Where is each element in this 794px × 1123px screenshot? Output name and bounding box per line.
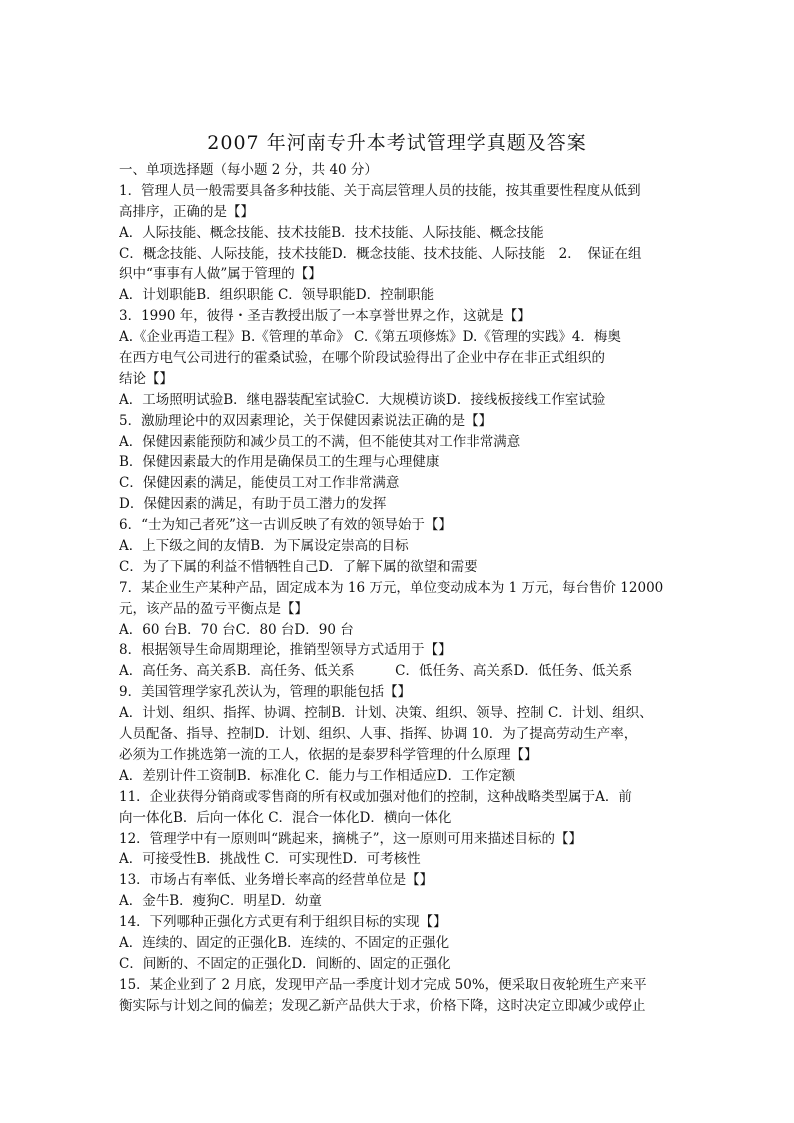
text-line: 8．根据领导生命周期理论，推销型领导方式适用于【】 bbox=[119, 642, 452, 659]
text-line: 元，该产品的盈亏平衡点是【】 bbox=[119, 600, 308, 617]
text-line: 一、单项选择题（每小题 2 分，共 40 分） bbox=[119, 162, 378, 178]
text-line: A．工场照明试验B．继电器装配室试验C．大规模访谈D．接线板接线工作室试验 bbox=[119, 391, 606, 408]
text-line: 7．某企业生产某种产品，固定成本为 16 万元，单位变动成本为 1 万元，每台售价 12000 bbox=[119, 579, 664, 596]
text-line: 6．“士为知己者死”这一古训反映了有效的领导始于【】 bbox=[119, 517, 452, 534]
text-line: 衡实际与计划之间的偏差；发现乙新产品供大于求，价格下降，这时决定立即减少或停止 bbox=[119, 997, 646, 1014]
text-line: A．差别计件工资制B．标准化 C．能力与工作相适应D．工作定额 bbox=[119, 767, 516, 784]
text-line: C．概念技能、人际技能，技术技能D．概念技能、技术技能、人际技能 2． 保证在组 bbox=[119, 245, 642, 262]
text-line: C．为了下属的利益不惜牺牲自己D．了解下属的欲望和需要 bbox=[119, 558, 478, 575]
text-line: 高排序，正确的是【】 bbox=[119, 203, 254, 220]
text-line: B．保健因素最大的作用是确保员工的生理与心理健康 bbox=[119, 454, 440, 471]
text-line: D．保健因素的满足，有助于员工潜力的发挥 bbox=[119, 496, 387, 513]
text-line: 15．某企业到了 2 月底，发现甲产品一季度计划才完成 50%，便采取日夜轮班生产来平 bbox=[119, 976, 647, 993]
text-line: A．上下级之间的友情B．为下属设定崇高的目标 bbox=[119, 538, 409, 555]
text-line: A．计划职能B．组织职能 C．领导职能D．控制职能 bbox=[119, 287, 435, 304]
text-line: 13．市场占有率低、业务增长率高的经营单位是【】 bbox=[119, 872, 434, 889]
text-line: C．间断的、不固定的正强化D．间断的、固定的正强化 bbox=[119, 955, 451, 972]
text-line: 12．管理学中有一原则叫“跳起来，摘桃子”，这一原则可用来描述目标的【】 bbox=[119, 830, 582, 847]
text-line: 9．美国管理学家孔茨认为，管理的职能包括【】 bbox=[119, 684, 412, 701]
text-line: 人员配备、指导、控制D．计划、组织、人事、指挥、协调 10．为了提高劳动生产率， bbox=[119, 726, 638, 743]
text-line: 5．激励理论中的双因素理论，关于保健因素说法正确的是【】 bbox=[119, 412, 493, 429]
text-line: 1．管理人员一般需要具备多种技能、关于高层管理人员的技能，按其重要性程度从低到 bbox=[119, 182, 641, 199]
text-line: A．60 台B．70 台C．80 台D．90 台 bbox=[119, 621, 354, 638]
text-line: A．连续的、固定的正强化B．连续的、不固定的正强化 bbox=[119, 934, 450, 951]
text-line: 3．1990 年，彼得・圣吉教授出版了一本享誉世界之作，这就是【】 bbox=[119, 308, 531, 325]
text-line: C．保健因素的满足，能使员工对工作非常满意 bbox=[119, 475, 400, 492]
text-line: 织中“事事有人做”属于管理的【】 bbox=[119, 266, 322, 283]
text-line: 11．企业获得分销商或零售商的所有权或加强对他们的控制，这种战略类型属于A．前 bbox=[119, 788, 632, 805]
text-line: 14．下列哪种正强化方式更有利于组织目标的实现【】 bbox=[119, 914, 447, 931]
text-line: A．高任务、高关系B．高任务、低关系 C．低任务、高关系D．低任务、低关系 bbox=[119, 663, 633, 680]
text-line: 在西方电气公司进行的霍桑试验，在哪个阶段试验得出了企业中存在非正式组织的 bbox=[119, 350, 605, 367]
text-line: 结论【】 bbox=[119, 370, 173, 387]
text-line: A．金牛B．瘦狗C．明星D．幼童 bbox=[119, 893, 322, 910]
text-line: A．人际技能、概念技能、技术技能B．技术技能、人际技能、概念技能 bbox=[119, 224, 544, 241]
document-title: 2007 年河南专升本考试管理学真题及答案 bbox=[207, 132, 587, 154]
text-line: 向一体化B．后向一体化 C．混合一体化D．横向一体化 bbox=[119, 809, 452, 826]
document-body bbox=[119, 160, 679, 1017]
text-line: 必须为工作挑选第一流的工人，依据的是泰罗科学管理的什么原理【】 bbox=[119, 746, 538, 763]
text-line: A.《企业再造工程》B.《管理的革命》 C.《第五项修炼》D.《管理的实践》4．梅奥 bbox=[119, 329, 621, 346]
text-line: A．计划、组织、指挥、协调、控制B．计划、决策、组织、领导、控制 C．计划、组织、 bbox=[119, 705, 653, 722]
text-line: A．保健因素能预防和减少员工的不满，但不能使其对工作非常满意 bbox=[119, 433, 521, 450]
text-line: A．可接受性B．挑战性 C．可实现性D．可考核性 bbox=[119, 851, 421, 868]
